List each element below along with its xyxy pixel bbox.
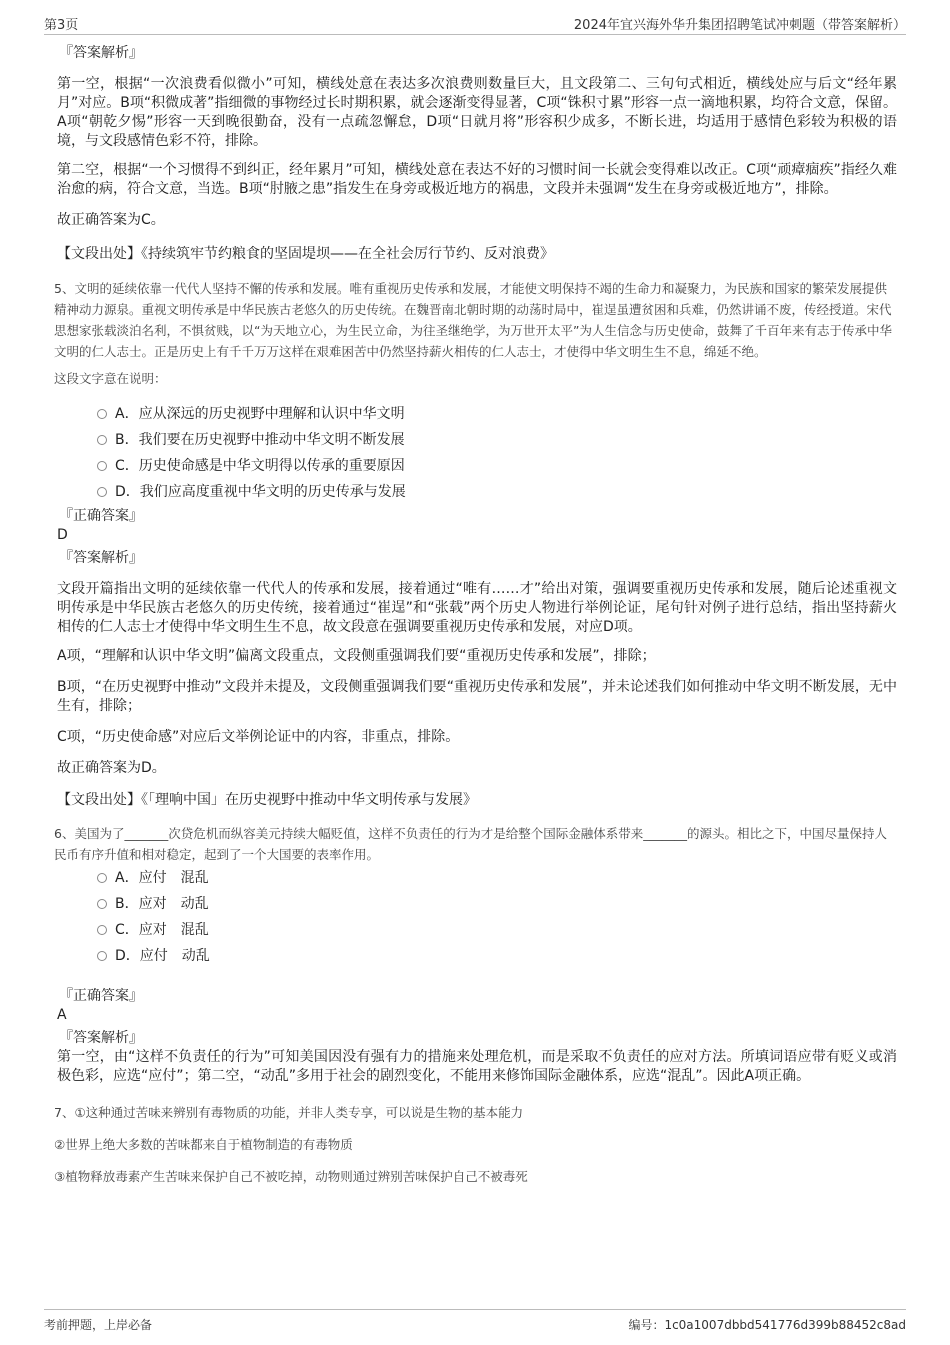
question-sentence: 7、①这种通过苦味来辨别有毒物质的功能，并非人类专享，可以说是生物的基本能力 — [54, 1105, 524, 1120]
analysis-paragraph: 第一空，根据“一次浪费看似微小”可知，横线处意在表达多次浪费则数量巨大，且文段第二、三句句式相近，横线处应与后文“经年累月”对应。B项“积微成著”指细微的事物经过长时期积累，就会逐渐变得显著，C项“铢积寸累”形容一点一滴地积累，均符合文意，保留。A项“朝乾夕惕”形容一天到晚很勤奋，没有一点疏忽懈怠，D项“日就月将”形容积少成多，不断长进，均适用于感情色彩较为积极的语境，与文段感情色彩不符，排除。 — [57, 76, 897, 149]
question-stem: 6、美国为了_______次贷危机而纵容美元持续大幅贬值，这样不负责任的行为才是给整个国际金融体系带来_______的源头。相比之下，中国尽量保持人民币有序升值和相对稳定，起到了一个大国要的表率作用。 — [54, 826, 887, 862]
question-sentence: ③植物释放毒素产生苦味来保护自己不被吃掉，动物则通过辨别苦味保护自己不被毒死 — [54, 1169, 528, 1184]
correct-answer: D — [57, 527, 68, 543]
option-c[interactable]: C．历史使命感是中华文明得以传承的重要原因 — [57, 453, 897, 479]
analysis-label: 『答案解析』 — [59, 1030, 143, 1046]
radio-icon[interactable] — [97, 951, 107, 961]
option-b[interactable]: B．应对 动乱 — [57, 891, 897, 917]
option-a[interactable]: A．应从深远的历史视野中理解和认识中华文明 — [57, 401, 897, 427]
radio-icon[interactable] — [97, 461, 107, 471]
correct-answer-label: 『正确答案』 — [59, 508, 143, 524]
analysis-paragraph: C项，“历史使命感”对应后文举例论证中的内容，非重点，排除。 — [57, 729, 460, 745]
passage-source: 【文段出处】《持续筑牢节约粮食的坚固堤坝——在全社会厉行节约、反对浪费》 — [57, 246, 554, 262]
page-footer — [44, 1309, 906, 1338]
radio-icon[interactable] — [97, 873, 107, 883]
option-c[interactable]: C．应对 混乱 — [57, 917, 897, 943]
page-header — [44, 14, 906, 35]
analysis-paragraph: A项，“理解和认识中华文明”偏离文段重点，文段侧重强调我们要“重视历史传承和发展”，排除； — [57, 648, 656, 664]
analysis-paragraph: 第一空，由“这样不负责任的行为”可知美国因没有强有力的措施来处理危机，而是采取不负责任的应对方法。所填词语应带有贬义或消极色彩，应选“应付”；第二空，“动乱”多用于社会的剧烈变化，不能用来修饰国际金融体系，应选“混乱”。因此A项正确。 — [57, 1049, 897, 1084]
radio-icon[interactable] — [97, 925, 107, 935]
analysis-paragraph: 第二空，根据“一个习惯得不到纠正，经年累月”可知，横线处意在表达不好的习惯时间一长就会变得难以改正。C项“顽瘴痼疾”指经久难治愈的病，符合文意，当选。B项“肘腋之患”指发生在身旁或极近地方的祸患，文段并未强调“发生在身旁或极近地方”，排除。 — [57, 162, 897, 197]
radio-icon[interactable] — [97, 487, 107, 497]
analysis-paragraph: B项，“在历史视野中推动”文段并未提及，文段侧重强调我们要“重视历史传承和发展”，并未论述我们如何推动中华文明不断发展，无中生有，排除； — [57, 679, 897, 714]
answer-conclusion: 故正确答案为D。 — [57, 760, 166, 776]
question-sentence: ②世界上绝大多数的苦味都来自于植物制造的有毒物质 — [54, 1137, 353, 1152]
option-b[interactable]: B．我们要在历史视野中推动中华文明不断发展 — [57, 427, 897, 453]
radio-icon[interactable] — [97, 409, 107, 419]
radio-icon[interactable] — [97, 899, 107, 909]
radio-icon[interactable] — [97, 435, 107, 445]
option-a[interactable]: A．应付 混乱 — [57, 865, 897, 891]
analysis-label: 『答案解析』 — [59, 45, 143, 61]
question-stem: 5、文明的延续依靠一代代人坚持不懈的传承和发展。唯有重视历史传承和发展，才能使文明保持不竭的生命力和凝聚力，为民族和国家的繁荣发展提供精神动力源泉。重视文明传承是中华民族古老悠久的历史传统。在魏晋南北朝时期的动荡时局中，崔逞虽遭贫困和兵难，仍然讲诵不废，传经授道。宋代思想家张载淡泊名利，不惧贫贱，以“为天地立心，为生民立命，为往圣继绝学，为万世开太平”为人生信念与历史使命，鼓舞了千百年来有志于传承中华文明的仁人志士。正是历史上有千千万万这样在艰难困苦中仍然坚持薪火相传的仁人志士，才使得中华文明生生不息，绵延不绝。 — [54, 281, 892, 359]
document-id: 编号：1c0a1007dbbd541776d399b88452c8ad — [628, 1318, 906, 1332]
document-title: 2024年宜兴海外华升集团招聘笔试冲刺题（带答案解析） — [573, 18, 906, 33]
passage-source: 【文段出处】《「理响中国」在历史视野中推动中华文明传承与发展》 — [57, 792, 477, 808]
analysis-label: 『答案解析』 — [59, 550, 143, 566]
option-d[interactable]: D．应付 动乱 — [57, 943, 897, 969]
document-body — [54, 44, 897, 1187]
answer-conclusion: 故正确答案为C。 — [57, 212, 165, 228]
correct-answer-label: 『正确答案』 — [59, 988, 143, 1004]
option-d[interactable]: D．我们应高度重视中华文明的历史传承与发展 — [57, 479, 897, 505]
page-number: 第3页 — [44, 18, 79, 33]
analysis-paragraph: 文段开篇指出文明的延续依靠一代代人的传承和发展，接着通过“唯有……才”给出对策，强调要重视历史传承和发展，随后论述重视文明传承是中华民族古老悠久的历史传统，接着通过“崔逞”和“张载”两个历史人物进行举例论证，尾句针对例子进行总结，指出坚持薪火相传的仁人志士才使得中华文明生生不息，故文段意在强调要重视历史传承和发展，对应D项。 — [57, 581, 897, 635]
correct-answer: A — [57, 1007, 67, 1023]
footer-slogan: 考前押题，上岸必备 — [44, 1318, 153, 1332]
question-prompt: 这段文字意在说明： — [54, 371, 167, 386]
